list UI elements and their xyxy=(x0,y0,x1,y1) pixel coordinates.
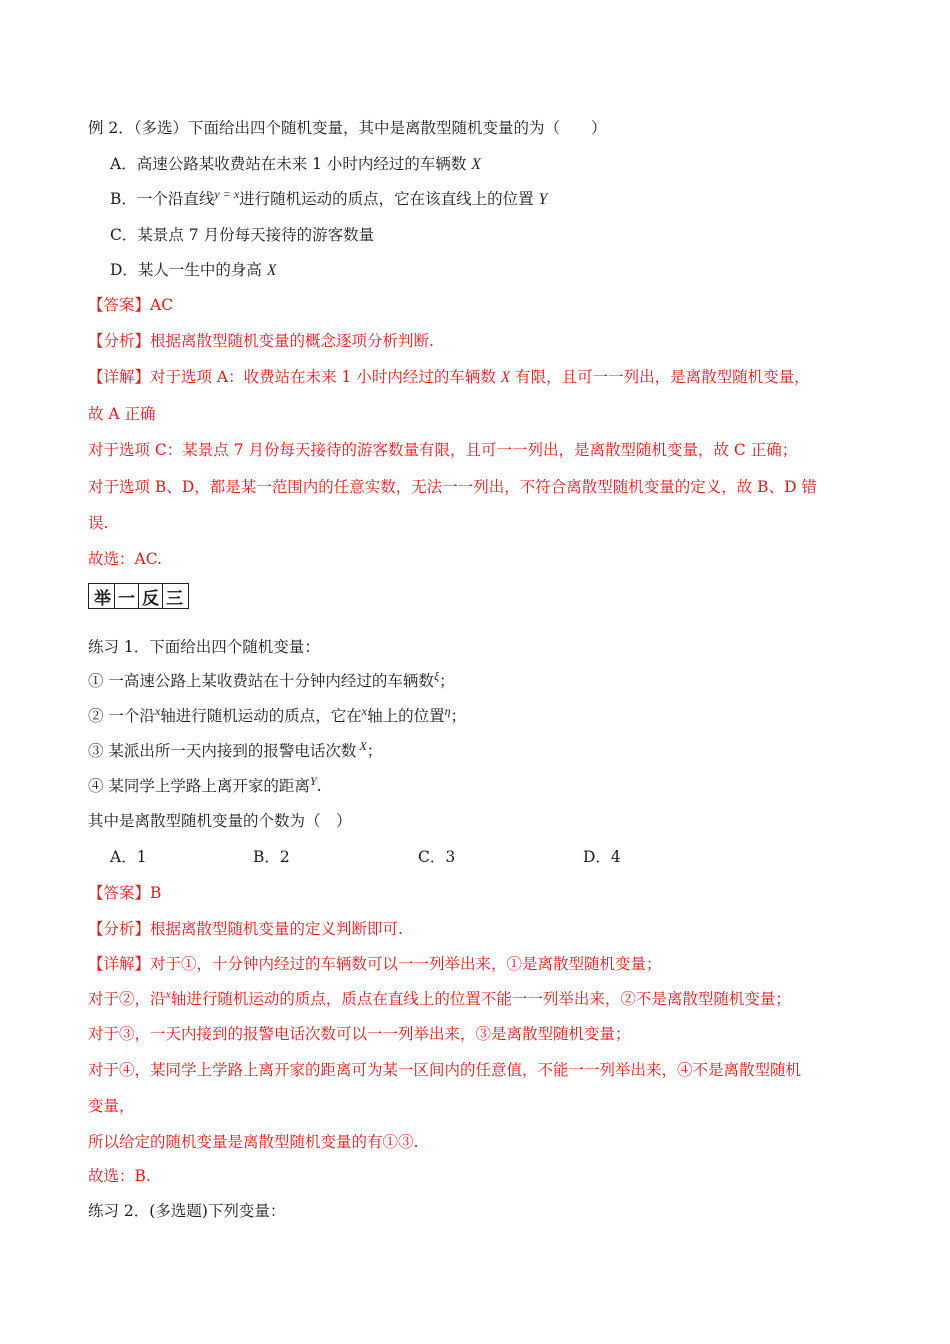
item-4-end: . xyxy=(316,777,322,795)
practice-1-detail-6 xyxy=(88,1131,418,1153)
analysis-text: 【分析】根据离散型随机变量的概念逐项分析判断. xyxy=(88,332,434,350)
item-2-middle: 轴进行随机运动的质点，它在 xyxy=(160,707,362,725)
example-2-detail-1 xyxy=(88,366,810,389)
example-2-conclusion xyxy=(88,548,162,570)
option-b-suffix: 进行随机运动的质点，它在该直线上的位置 xyxy=(239,190,539,208)
detail-2-text: 故 A 正确 xyxy=(88,405,156,423)
detail-2-suffix: 轴进行随机运动的质点，质点在直线上的位置不能一一列举出来，②不是离散型随机变量； xyxy=(170,990,791,1008)
practice-1-option-c: C．3 xyxy=(418,848,456,866)
item-4-variable: Y xyxy=(309,774,317,788)
practice-1-analysis xyxy=(88,918,403,940)
practice-1-answer xyxy=(88,882,161,904)
practice-1-stem-text: 练习 1．下面给出四个随机变量： xyxy=(88,638,320,656)
conclusion-text: 故选：B. xyxy=(88,1167,151,1185)
detail-5-text: 变量， xyxy=(88,1097,135,1115)
example-2-option-d xyxy=(110,259,276,282)
item-2-variable: η xyxy=(444,704,451,718)
detail-4-text: 对于④，某同学上学路上离开家的距离可为某一区间内的任意值，不能一一列举出来，④不是离散型随机 xyxy=(88,1061,802,1079)
item-1-end: ； xyxy=(439,672,455,690)
conclusion-text: 故选：AC. xyxy=(88,550,162,568)
answer-text: 【答案】B xyxy=(88,884,162,902)
badge-char-4: 三 xyxy=(166,588,183,609)
item-3-end: ； xyxy=(366,742,383,760)
item-2-axis-variable: x xyxy=(154,704,161,718)
practice-1-option-b: B．2 xyxy=(253,848,290,866)
detail-1-suffix: 有限，且可一一列出，是离散型随机变量， xyxy=(510,368,810,386)
question-text: 其中是离散型随机变量的个数为（ ） xyxy=(88,812,352,830)
practice-1-question xyxy=(88,810,352,832)
practice-1-detail-4 xyxy=(88,1059,801,1081)
item-2-prefix: ② 一个沿 xyxy=(88,707,155,725)
option-c-text: C．某景点 7 月份每天接待的游客数量 xyxy=(110,226,375,244)
item-2-suffix: 轴上的位置 xyxy=(367,707,445,725)
option-a-variable: X xyxy=(471,156,481,173)
option-a-text: A．高速公路某收费站在未来 1 小时内经过的车辆数 xyxy=(110,155,472,173)
practice-1-option-d: D．4 xyxy=(583,848,621,866)
detail-2-axis-variable: x xyxy=(165,987,171,1001)
example-2-stem xyxy=(88,117,607,139)
practice-1-detail-3 xyxy=(88,1023,631,1045)
detail-4-text: 对于选项 B、D，都是某一范围内的任意实数，无法一一列出，不符合离散型随机变量的定义，故 B、D 错 xyxy=(88,478,817,496)
option-b-equation: y = x xyxy=(214,187,240,201)
example-2-detail-2 xyxy=(88,403,156,425)
item-2-axis-variable-2: x xyxy=(361,704,368,718)
practice-2-stem-text: 练习 2．(多选题)下列变量： xyxy=(88,1202,286,1220)
analysis-text: 【分析】根据离散型随机变量的定义判断即可. xyxy=(88,920,403,938)
example-2-detail-4 xyxy=(88,476,817,498)
practice-1-item-1 xyxy=(88,670,455,693)
item-4-text: ④ 某同学上学路上离开家的距离 xyxy=(88,777,310,795)
example-2-option-b xyxy=(110,188,547,211)
example-2-detail-5 xyxy=(88,512,108,534)
example-2-answer xyxy=(88,294,173,316)
item-1-variable: ξ xyxy=(433,669,440,683)
practice-1-detail-2 xyxy=(88,988,791,1011)
detail-1-prefix: 【详解】对于选项 A：收费站在未来 1 小时内经过的车辆数 xyxy=(88,368,501,386)
answer-text: 【答案】AC xyxy=(88,296,174,314)
detail-1-text: 【详解】对于①，十分钟内经过的车辆数可以一一列举出来，①是离散型随机变量； xyxy=(88,955,662,973)
practice-1-conclusion xyxy=(88,1165,151,1187)
example-2-analysis xyxy=(88,330,434,352)
detail-6-text: 所以给定的随机变量是离散型随机变量的有①③. xyxy=(88,1133,419,1151)
practice-1-detail-1 xyxy=(88,953,662,975)
example-2-detail-3 xyxy=(88,439,797,461)
badge-char-1: 举 xyxy=(91,584,115,609)
practice-1-item-2 xyxy=(88,705,466,728)
detail-1-variable: X xyxy=(500,369,511,386)
practice-1-detail-5 xyxy=(88,1095,135,1117)
example-2-option-a xyxy=(110,153,481,176)
practice-1-item-3 xyxy=(88,740,382,763)
detail-5-text: 误. xyxy=(88,514,109,532)
item-2-end: ； xyxy=(450,707,467,725)
detail-3-text: 对于选项 C：某景点 7 月份每天接待的游客数量有限，且可一一列出，是离散型随机变量，故 C 正确； xyxy=(88,441,798,459)
option-b-variable: Y xyxy=(538,191,548,208)
option-d-text: D．某人一生中的身高 xyxy=(110,261,267,279)
practice-2-stem xyxy=(88,1200,285,1222)
practice-1-stem xyxy=(88,636,320,658)
badge-char-3: 反 xyxy=(139,584,163,609)
detail-3-text: 对于③，一天内接到的报警电话次数可以一一列举出来，③是离散型随机变量； xyxy=(88,1025,631,1043)
option-d-variable: X xyxy=(266,262,277,279)
practice-1-item-4 xyxy=(88,775,322,798)
detail-2-prefix: 对于②，沿 xyxy=(88,990,166,1008)
example-2-stem-text: 例 2．（多选）下面给出四个随机变量，其中是离散型随机变量的为（ ） xyxy=(88,119,607,137)
option-b-prefix: B．一个沿直线 xyxy=(110,190,215,208)
item-3-variable: X xyxy=(359,739,367,753)
practice-section-badge xyxy=(88,583,189,609)
item-1-text: ① 一高速公路上某收费站在十分钟内经过的车辆数 xyxy=(88,672,434,690)
badge-char-2: 一 xyxy=(115,584,139,609)
item-3-text: ③ 某派出所一天内接到的报警电话次数 xyxy=(88,742,357,760)
example-2-option-c xyxy=(110,224,374,246)
practice-1-option-a: A．1 xyxy=(110,848,147,866)
